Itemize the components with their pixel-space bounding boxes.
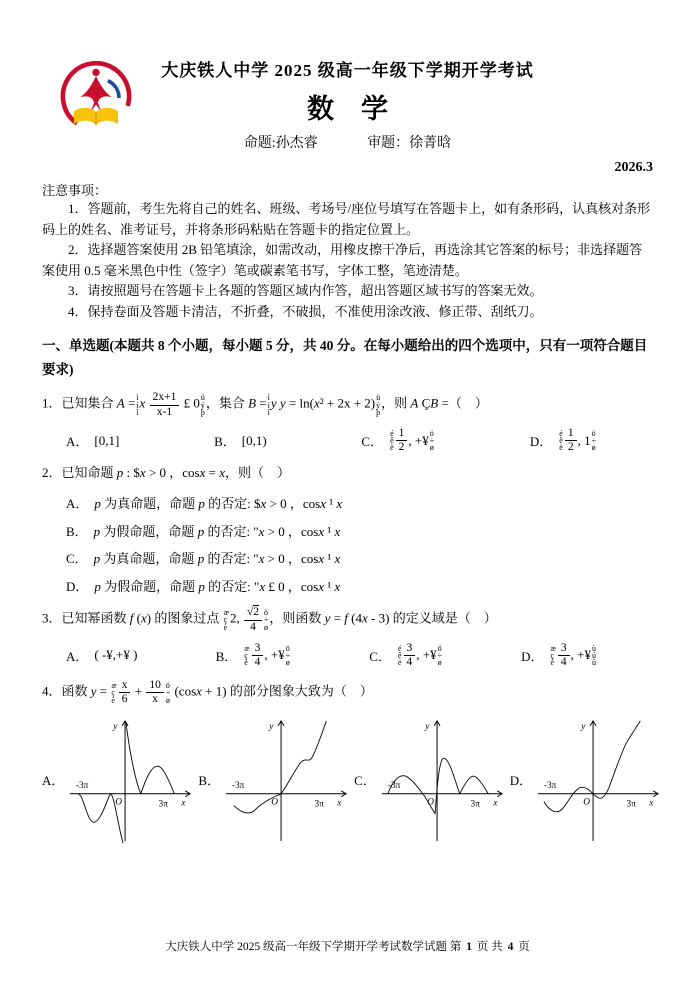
answer-option: C． é ê ë $\frac{3}{4}$ , +¥ ö ÷ ø [369, 641, 442, 668]
curve-b [231, 721, 327, 813]
x-axis-label: x [492, 798, 498, 809]
graph-option-a [42, 715, 194, 845]
curve-d [544, 721, 640, 812]
origin-label: O [115, 797, 123, 808]
logo-runner-figure [80, 76, 111, 112]
footer-page-mid: 页 共 [476, 941, 503, 953]
notice-item: 1．答题前，考生先将自己的姓名、班级、考场号/座位号填写在答题卡上，如有条形码，认真核对条形码上的姓名、准考证号，并将条形码粘贴在答题卡的指定位置上。 [42, 201, 651, 237]
neg-3pi-label: -3π [543, 780, 557, 791]
setter-name: 命题:孙杰睿 [243, 136, 318, 151]
function-graph-c [378, 715, 506, 845]
question-2 [42, 464, 653, 596]
question-3-options [42, 634, 653, 669]
function-graph-a [66, 715, 194, 845]
graph-option-label: B． [198, 773, 221, 789]
graph-option-label: C． [354, 773, 376, 789]
pos-3pi-label: 3π [470, 799, 480, 810]
footer-page-suffix: 页 [518, 941, 530, 953]
pos-3pi-label: 3π [626, 799, 637, 810]
answer-option: A． [0,1] [66, 432, 120, 450]
question-2-options [42, 494, 653, 596]
curve-a [78, 723, 174, 843]
question-4-stem: 4．函数 y = æ ç è $\frac{x}{6}$ + $\frac{10}{x}$ ö ÷ ø (cosx + 1) 的部分图象大致为（ ） [42, 679, 373, 706]
origin-label: O [426, 797, 434, 808]
answer-option: A． p 为真命题，命题 p 的否定: $x > 0 ，cosx ¹ x [66, 496, 343, 512]
footer-page-prefix: 第 [449, 941, 462, 953]
notice-heading: 注意事项： [42, 183, 108, 198]
question-4 [42, 679, 653, 844]
section-1-heading: 一、单选题(本题共 8 个小题，每小题 5 分，共 40 分。在每小题给出的四个选项中，只有一项符合题目要求) [42, 338, 648, 377]
neg-3pi-label: -3π [76, 780, 89, 791]
function-graph-b [222, 715, 350, 845]
graph-option-c [354, 715, 506, 845]
neg-3pi-label: -3π [231, 780, 245, 791]
x-axis-label: x [337, 798, 342, 809]
answer-option: C． é ê ë $\frac{1}{2}$ , +¥ ö ÷ ø [361, 426, 435, 454]
y-axis-label: y [581, 721, 586, 732]
y-axis-label: y [424, 721, 430, 732]
logo-runner-head [92, 69, 99, 76]
question-3-stem: 3．已知幂函数 f (x) 的图象过点 æ ç è 2, $\frac{√2}{4}$ ö ÷ ø ，则函数 y = f (4x - 3) 的定义域是（ ） [42, 606, 497, 633]
reviewer-name: 审题：徐菁晗 [367, 136, 452, 151]
answer-option: D． p 为假命题，命题 p 的否定: "x £ 0 ，cosx ¹ x [66, 578, 341, 594]
exam-date: 2026.3 [614, 160, 653, 175]
graph-option-d [510, 715, 662, 845]
answer-option: A． ( -¥,+¥ ) [66, 647, 138, 664]
footer-text: 大庆铁人中学 2025 级高一年级下学期开学考试数学试题 [165, 941, 447, 953]
answer-option: B． p 为假命题，命题 p 的否定: "x > 0 ，cosx ¹ x [66, 523, 341, 539]
function-graph-d [534, 715, 662, 845]
answer-option: D． é ê ë $\frac{1}{2}$ , 1 ö ÷ ø [529, 426, 596, 454]
page-footer [0, 938, 695, 954]
notice-item: 2．选择题答案使用 2B 铅笔填涂，如需改动，用橡皮擦干净后，再选涂其它答案的标号；非选择题答案使用 0.5 毫米黑色中性（签字）笔或碳素笔书写，字体工整，笔迹清楚。 [42, 242, 643, 278]
pos-3pi-label: 3π [158, 799, 169, 810]
question-4-graph-options [42, 715, 653, 845]
question-1-options [42, 419, 653, 454]
answer-option: C． p 为真命题，命题 p 的否定: "x > 0 ，cosx ¹ x [66, 551, 341, 567]
question-1-stem: 1．已知集合 A = ì í î x $\frac{2x+1}{x-1}$ £ 0 ü ý þ ，集合 B = ì í î y y = ln(x² + 2x + 2) ü ý þ ，则 A ÇB =（ ） [42, 391, 488, 418]
question-2-stem: 2．已知命题 p : $x > 0 ，cosx = x，则（ ） [42, 465, 291, 481]
graph-option-b [198, 715, 350, 845]
logo-blue-swoosh [108, 81, 119, 98]
answer-option: B． æ ç è $\frac{3}{4}$ , +¥ ö ÷ ø [215, 641, 291, 668]
exam-body [0, 160, 695, 845]
exam-title: 大庆铁人中学 2025 级高一年级下学期开学考试 [161, 61, 534, 80]
origin-label: O [583, 797, 591, 808]
graph-option-label: A． [42, 773, 65, 789]
pos-3pi-label: 3π [314, 799, 325, 810]
answer-option: D． æ ç è $\frac{3}{4}$ , +¥ ù ú û [521, 641, 596, 668]
question-1 [42, 391, 653, 454]
graph-option-label: D． [509, 773, 533, 789]
footer-page-number: 1 [466, 941, 472, 953]
notice-item: 3．请按照题号在答题卡上各题的答题区域内作答，超出答题区域书写的答案无效。 [68, 283, 543, 299]
footer-total-pages: 4 [507, 941, 514, 953]
origin-label: O [271, 797, 279, 808]
school-logo [50, 54, 142, 146]
subject-title: 数 学 [307, 94, 388, 124]
question-3 [42, 606, 653, 669]
neg-3pi-label: -3π [387, 780, 401, 791]
y-axis-label: y [269, 721, 274, 732]
answer-option: B． [0,1) [214, 432, 267, 450]
y-axis-label: y [113, 721, 118, 732]
x-axis-label: x [649, 798, 654, 809]
x-axis-label: x [181, 798, 186, 809]
notice-item: 4．保持卷面及答题卡清洁，不折叠，不破损，不准使用涂改液、修正带、刮纸刀。 [68, 303, 543, 319]
